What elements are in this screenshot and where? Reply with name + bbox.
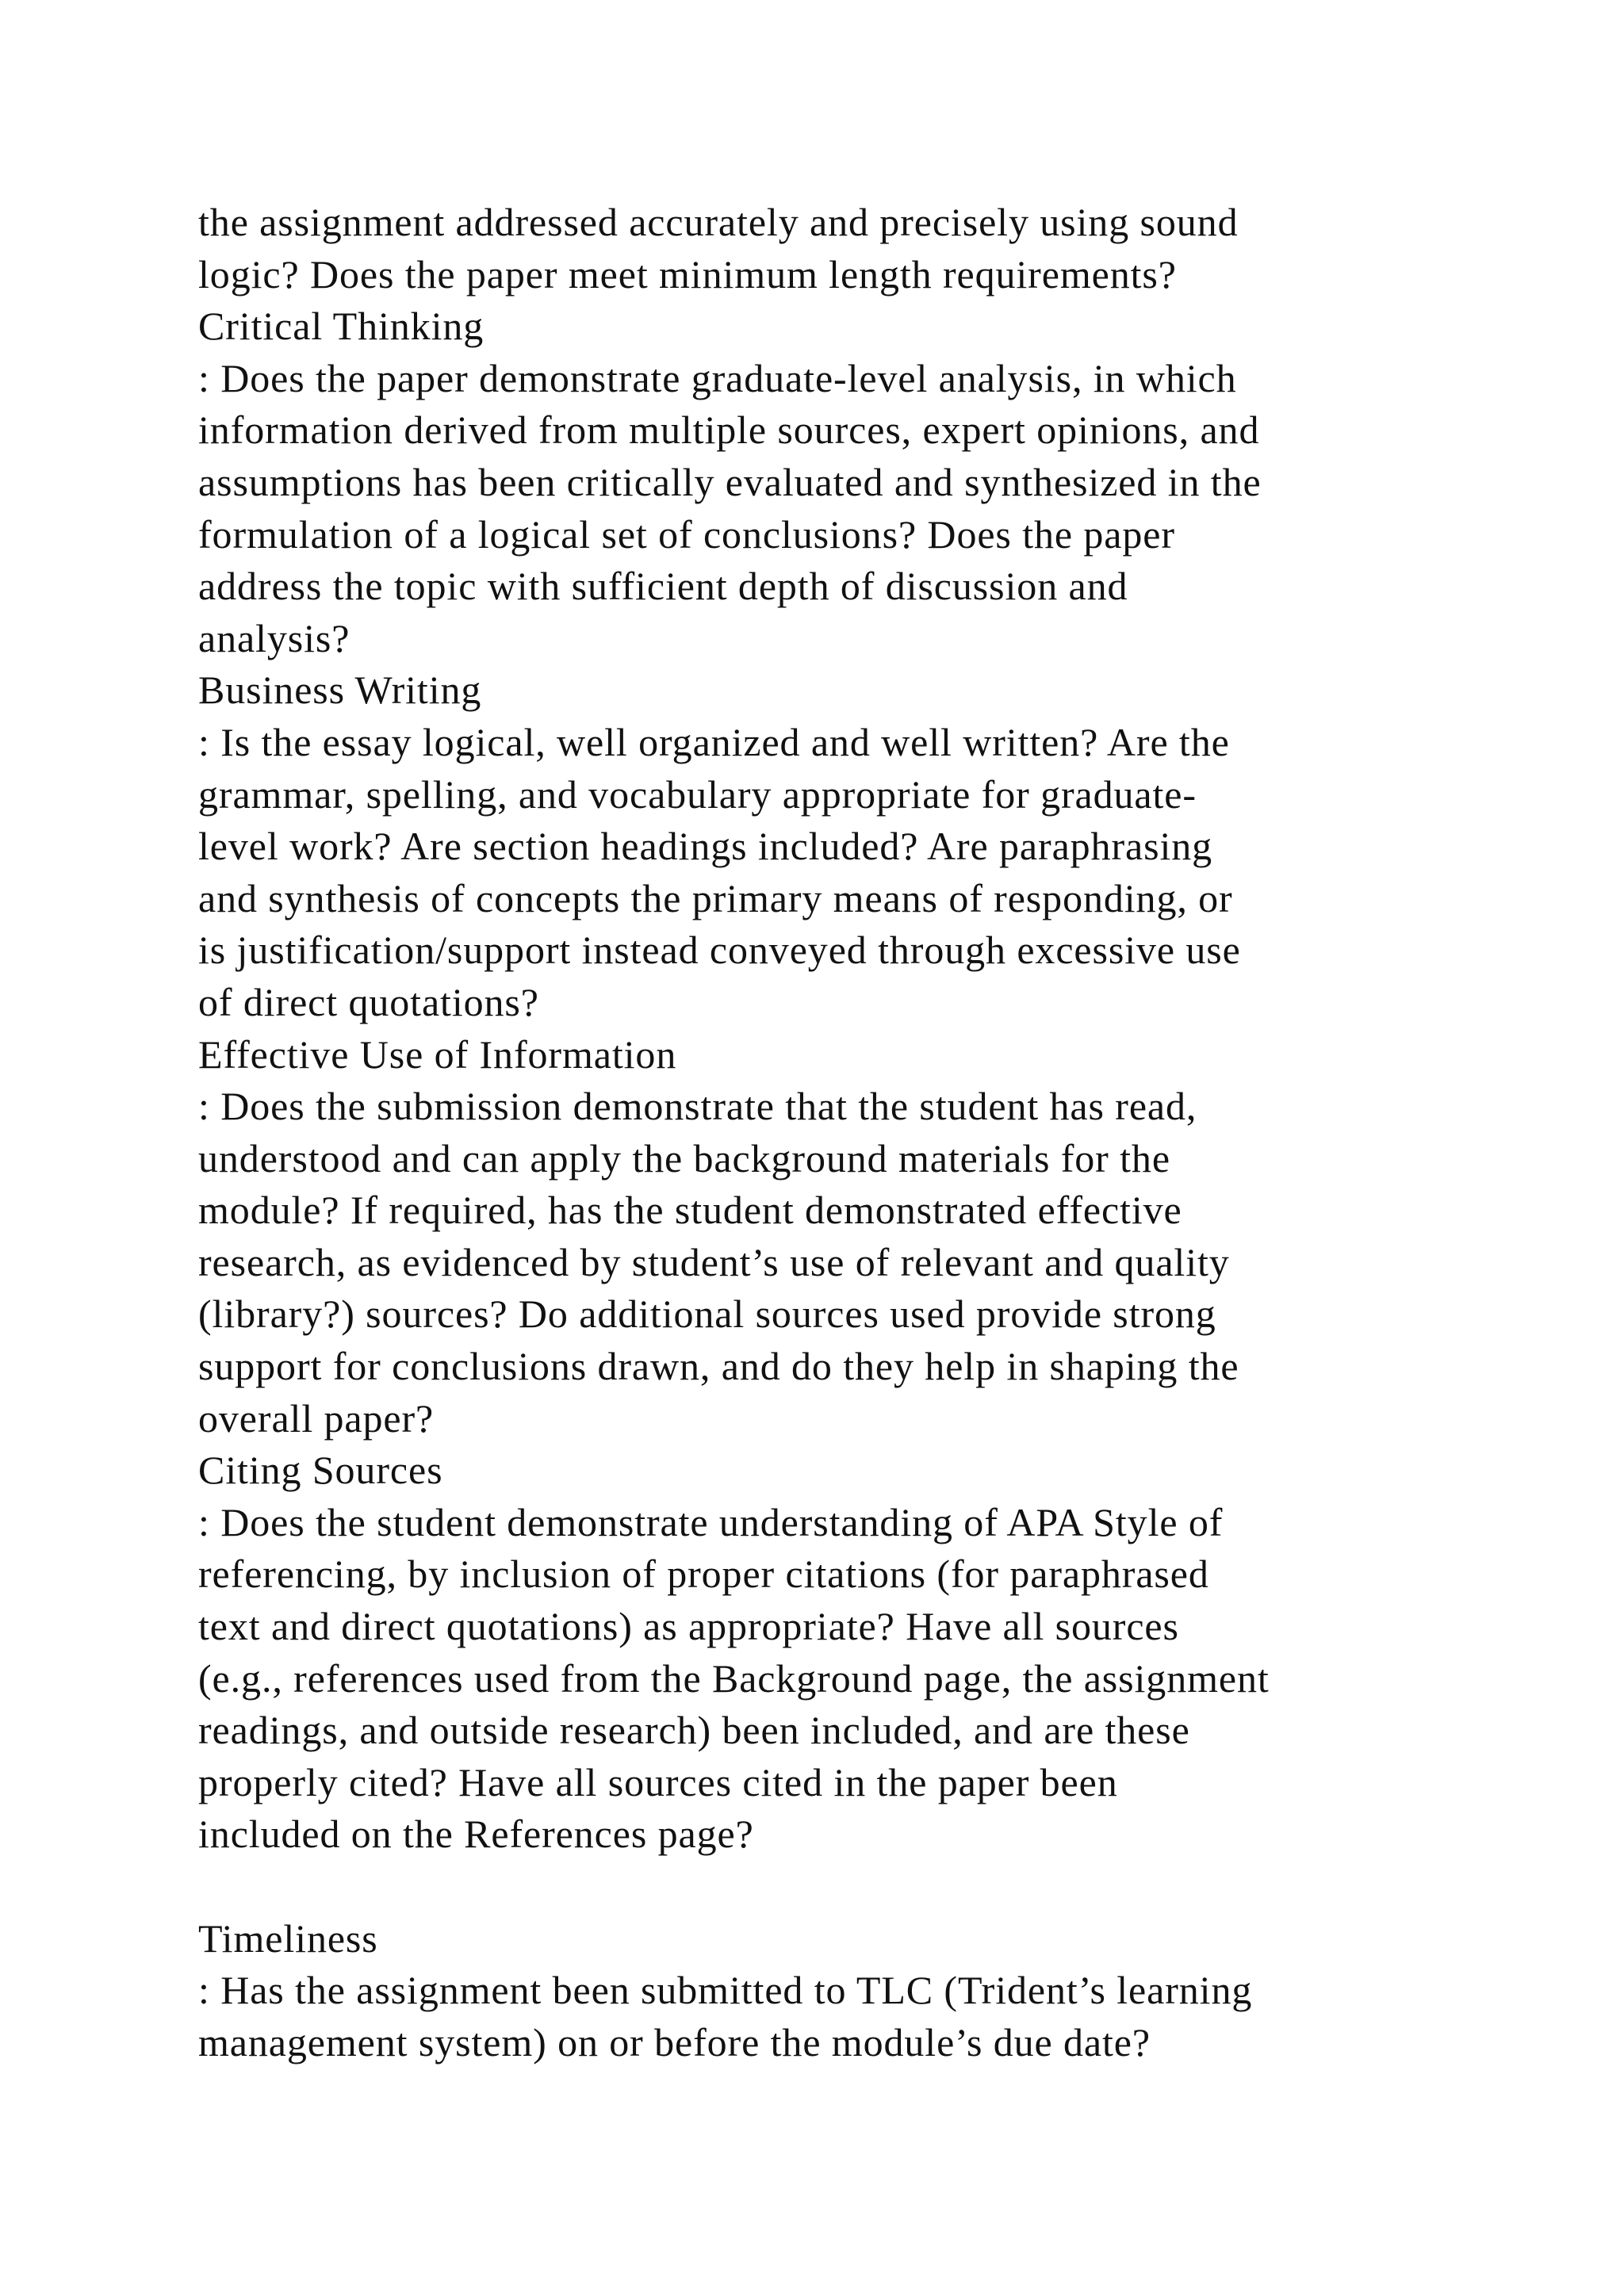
text-line: (library?) sources? Do additional sources used provide strong bbox=[198, 1292, 1216, 1337]
section-heading-effective-use-of-information: Effective Use of Information bbox=[198, 1031, 677, 1077]
text-line: referencing, by inclusion of proper citations (for paraphrased bbox=[198, 1552, 1209, 1597]
blank-line bbox=[198, 1861, 1546, 1913]
section-heading-business-writing: Business Writing bbox=[198, 668, 482, 713]
text-line: the assignment addressed accurately and precisely using sound bbox=[198, 200, 1239, 244]
section-heading-critical-thinking: Critical Thinking bbox=[198, 304, 485, 349]
section-heading-timeliness: Timeliness bbox=[198, 1915, 378, 1961]
text-line: overall paper? bbox=[198, 1395, 435, 1441]
text-line: assumptions has been critically evaluated and synthesized in the bbox=[198, 459, 1262, 504]
text-line: support for conclusions drawn, and do they help in shaping the bbox=[198, 1344, 1239, 1389]
text-line: text and direct quotations) as appropriate? Have all sources bbox=[198, 1604, 1179, 1649]
text-line: logic? Does the paper meet minimum length requirements? bbox=[198, 251, 1177, 297]
text-line: : Does the paper demonstrate graduate-level analysis, in which bbox=[198, 355, 1237, 400]
text-line: level work? Are section headings included? Are paraphrasing bbox=[198, 824, 1213, 869]
text-line: of direct quotations? bbox=[198, 979, 539, 1024]
text-line: module? If required, has the student demonstrated effective bbox=[198, 1188, 1182, 1233]
text-line: (e.g., references used from the Background page, the assignment bbox=[198, 1655, 1270, 1701]
text-line: : Is the essay logical, well organized and well written? Are the bbox=[198, 719, 1230, 764]
text-line: address the topic with sufficient depth of discussion and bbox=[198, 564, 1128, 609]
text-line: grammar, spelling, and vocabulary appropriate for graduate- bbox=[198, 771, 1197, 817]
text-line: : Does the student demonstrate understanding of APA Style of bbox=[198, 1499, 1224, 1544]
text-line: formulation of a logical set of conclusions? Does the paper bbox=[198, 511, 1175, 557]
text-line: information derived from multiple sources, expert opinions, and bbox=[198, 408, 1260, 453]
section-heading-citing-sources: Citing Sources bbox=[198, 1448, 443, 1493]
text-line: understood and can apply the background materials for the bbox=[198, 1135, 1170, 1181]
text-line: research, as evidenced by student’s use of relevant and quality bbox=[198, 1239, 1230, 1284]
text-line: management system) on or before the module’s due date? bbox=[198, 2019, 1151, 2064]
text-line: is justification/support instead conveyed through excessive use bbox=[198, 928, 1241, 973]
text-line: included on the References page? bbox=[198, 1812, 754, 1857]
text-line: : Does the submission demonstrate that the student has read, bbox=[198, 1084, 1197, 1129]
text-line: analysis? bbox=[198, 615, 350, 660]
text-line: properly cited? Have all sources cited in the paper been bbox=[198, 1759, 1118, 1804]
text-line: readings, and outside research) been included, and are these bbox=[198, 1708, 1190, 1753]
text-line: : Has the assignment been submitted to TLC (Trident’s learning bbox=[198, 1968, 1253, 2013]
document-text bbox=[198, 197, 1546, 2068]
text-line: and synthesis of concepts the primary means of responding, or bbox=[198, 875, 1233, 920]
